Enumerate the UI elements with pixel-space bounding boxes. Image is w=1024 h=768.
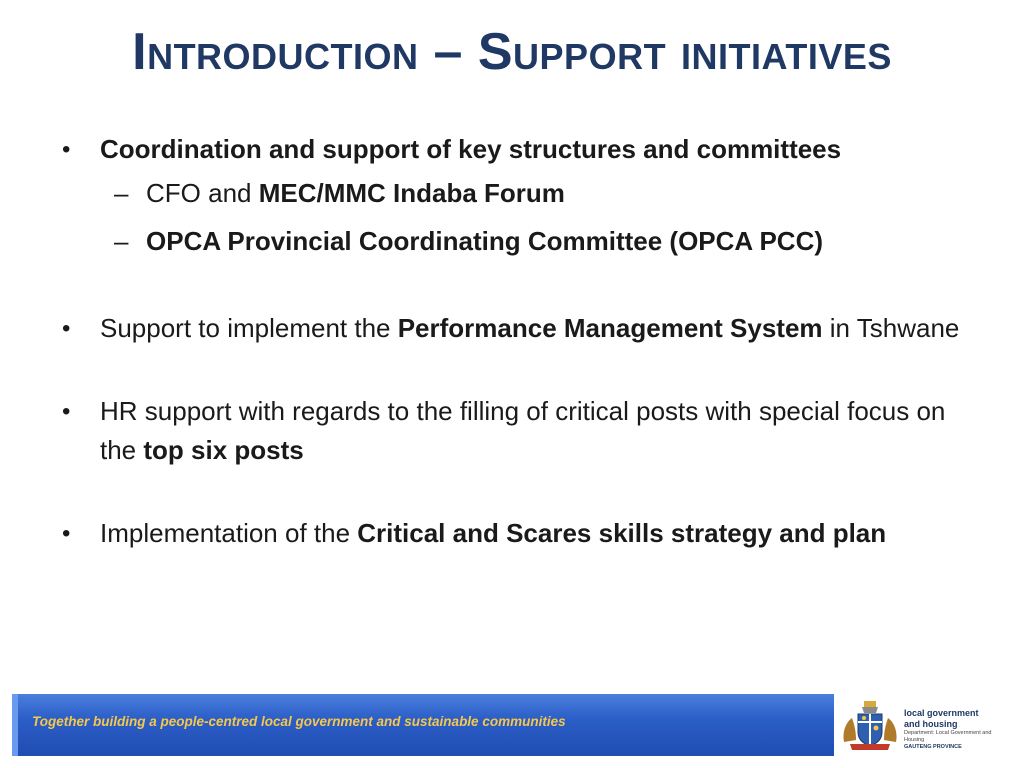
logo-line: local government [904,708,979,718]
bullet-icon: • [62,315,71,342]
logo-province: GAUTENG PROVINCE [904,744,962,750]
bullet-text-after: in Tshwane [822,313,960,343]
bullet-item [62,514,982,553]
sub-bullet-text: CFO and [146,178,259,208]
footer-accent-strip [12,694,18,756]
spacer [62,265,982,309]
bullet-icon: • [62,398,71,425]
logo-department: Department: Local Government and Housing [904,730,992,743]
logo-text [904,708,1008,751]
bullet-text: HR support with regards to the filling of critical posts with special focus on the [100,396,946,465]
bullet-icon: • [62,520,71,547]
bullet-text: Implementation of the [100,518,358,548]
slide-title: Introduction – Support initiatives [132,23,892,81]
bullet-text-bold: top six posts [143,435,304,465]
slide-content [62,130,982,553]
sub-bullet-text-bold: MEC/MMC Indaba Forum [258,178,565,208]
sub-bullet-item [62,169,982,217]
bullet-text: Support to implement the [100,313,398,343]
bullet-text-bold: Critical and Scares skills strategy and plan [357,518,887,548]
spacer [62,470,982,514]
logo-line: and housing [904,719,958,729]
footer-tagline: Together building a people-centred local government and sustainable communities [32,714,566,729]
government-logo [834,694,1012,756]
bullet-item [62,130,982,169]
bullet-item [62,392,982,470]
dash-icon: – [114,226,129,256]
bullet-icon: • [62,136,71,163]
spacer [62,348,982,392]
bullet-item [62,309,982,348]
coat-of-arms-icon [840,698,900,752]
dash-icon: – [114,178,129,208]
bullet-text-bold: Performance Management System [397,313,823,343]
sub-bullet-text-bold: OPCA Provincial Coordinating Committee (OPCA PCC) [146,226,824,256]
footer-banner [12,694,1012,756]
sub-bullet-item [62,217,982,265]
bullet-text-bold: Coordination and support of key structures and committees [100,134,842,164]
